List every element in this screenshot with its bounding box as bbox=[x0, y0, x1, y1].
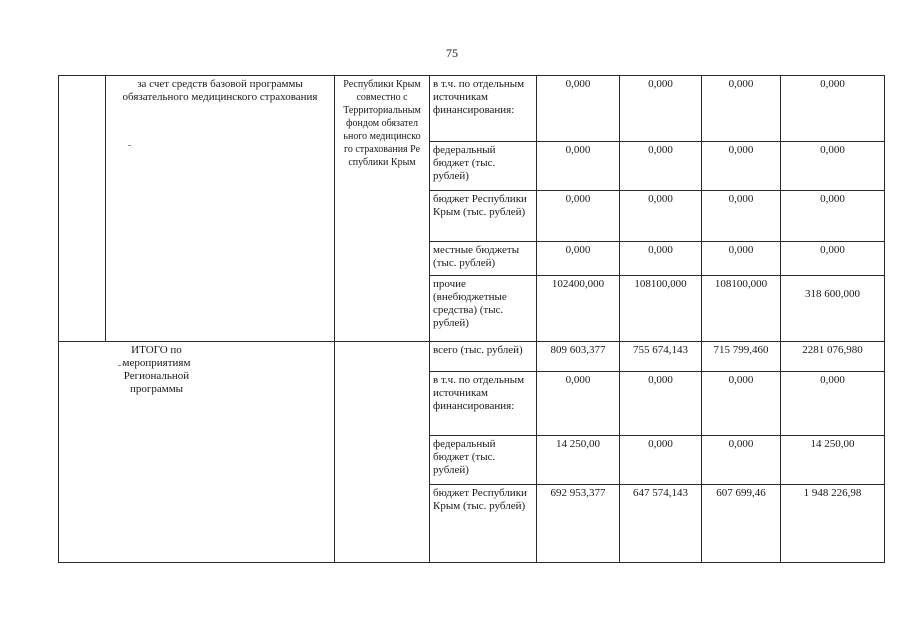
total-label: ИТОГО по мероприятиям Региональной программы bbox=[59, 342, 335, 563]
value-total: 0,000 bbox=[781, 242, 885, 276]
source-label: местные бюджеты (тыс. рублей) bbox=[430, 242, 537, 276]
value-year3: 715 799,460 bbox=[702, 342, 781, 372]
value-year2: 0,000 bbox=[620, 372, 702, 436]
value-total: 2281 076,980 bbox=[781, 342, 885, 372]
value-year2: 647 574,143 bbox=[620, 485, 702, 563]
value-total: 0,000 bbox=[781, 191, 885, 242]
value-total: 318 600,000 bbox=[781, 276, 885, 342]
value-year3: 0,000 bbox=[702, 436, 781, 485]
source-label: в т.ч. по отдельным источникам финансирования: bbox=[430, 372, 537, 436]
measure-name: за счет средств базовой программы обязательного медицинского страхования bbox=[106, 76, 335, 342]
scan-mark: -· bbox=[118, 360, 125, 371]
value-year1: 0,000 bbox=[537, 76, 620, 142]
value-year2: 0,000 bbox=[620, 242, 702, 276]
value-year2: 0,000 bbox=[620, 142, 702, 191]
value-year2: 0,000 bbox=[620, 191, 702, 242]
value-year2: 0,000 bbox=[620, 436, 702, 485]
value-total: 0,000 bbox=[781, 372, 885, 436]
executor-cell: Республики Крым совместно с Территориальным фондом обязател ьного медицинско го страхования Ре спублики Крым bbox=[335, 76, 430, 342]
value-total: 14 250,00 bbox=[781, 436, 885, 485]
value-year3: 607 699,46 bbox=[702, 485, 781, 563]
value-year3: 108100,000 bbox=[702, 276, 781, 342]
value-total: 0,000 bbox=[781, 76, 885, 142]
source-label: прочие (внебюджетные средства) (тыс. рублей) bbox=[430, 276, 537, 342]
value-year2: 755 674,143 bbox=[620, 342, 702, 372]
value-year3: 0,000 bbox=[702, 372, 781, 436]
budget-table bbox=[58, 75, 885, 563]
value-year1: 0,000 bbox=[537, 242, 620, 276]
value-year2: 108100,000 bbox=[620, 276, 702, 342]
table-row bbox=[59, 342, 885, 372]
value-year1: 0,000 bbox=[537, 372, 620, 436]
table-row bbox=[59, 76, 885, 142]
value-year1: 692 953,377 bbox=[537, 485, 620, 563]
page-number: 75 bbox=[446, 46, 458, 60]
value-year1: 0,000 bbox=[537, 191, 620, 242]
value-year1: 809 603,377 bbox=[537, 342, 620, 372]
source-label: бюджет Республики Крым (тыс. рублей) bbox=[430, 485, 537, 563]
value-year3: 0,000 bbox=[702, 242, 781, 276]
value-year3: 0,000 bbox=[702, 76, 781, 142]
value-total: 1 948 226,98 bbox=[781, 485, 885, 563]
value-year2: 0,000 bbox=[620, 76, 702, 142]
value-year1: 0,000 bbox=[537, 142, 620, 191]
value-year3: 0,000 bbox=[702, 191, 781, 242]
source-label: всего (тыс. рублей) bbox=[430, 342, 537, 372]
value-year1: 102400,000 bbox=[537, 276, 620, 342]
value-year1: 14 250,00 bbox=[537, 436, 620, 485]
blank-cell bbox=[59, 76, 106, 342]
value-year3: 0,000 bbox=[702, 142, 781, 191]
value-total: 0,000 bbox=[781, 142, 885, 191]
source-label: в т.ч. по отдельным источникам финансирования: bbox=[430, 76, 537, 142]
source-label: бюджет Республики Крым (тыс. рублей) bbox=[430, 191, 537, 242]
executor-cell bbox=[335, 342, 430, 563]
scan-mark: - bbox=[128, 140, 132, 151]
source-label: федеральный бюджет (тыс. рублей) bbox=[430, 142, 537, 191]
source-label: федеральный бюджет (тыс. рублей) bbox=[430, 436, 537, 485]
